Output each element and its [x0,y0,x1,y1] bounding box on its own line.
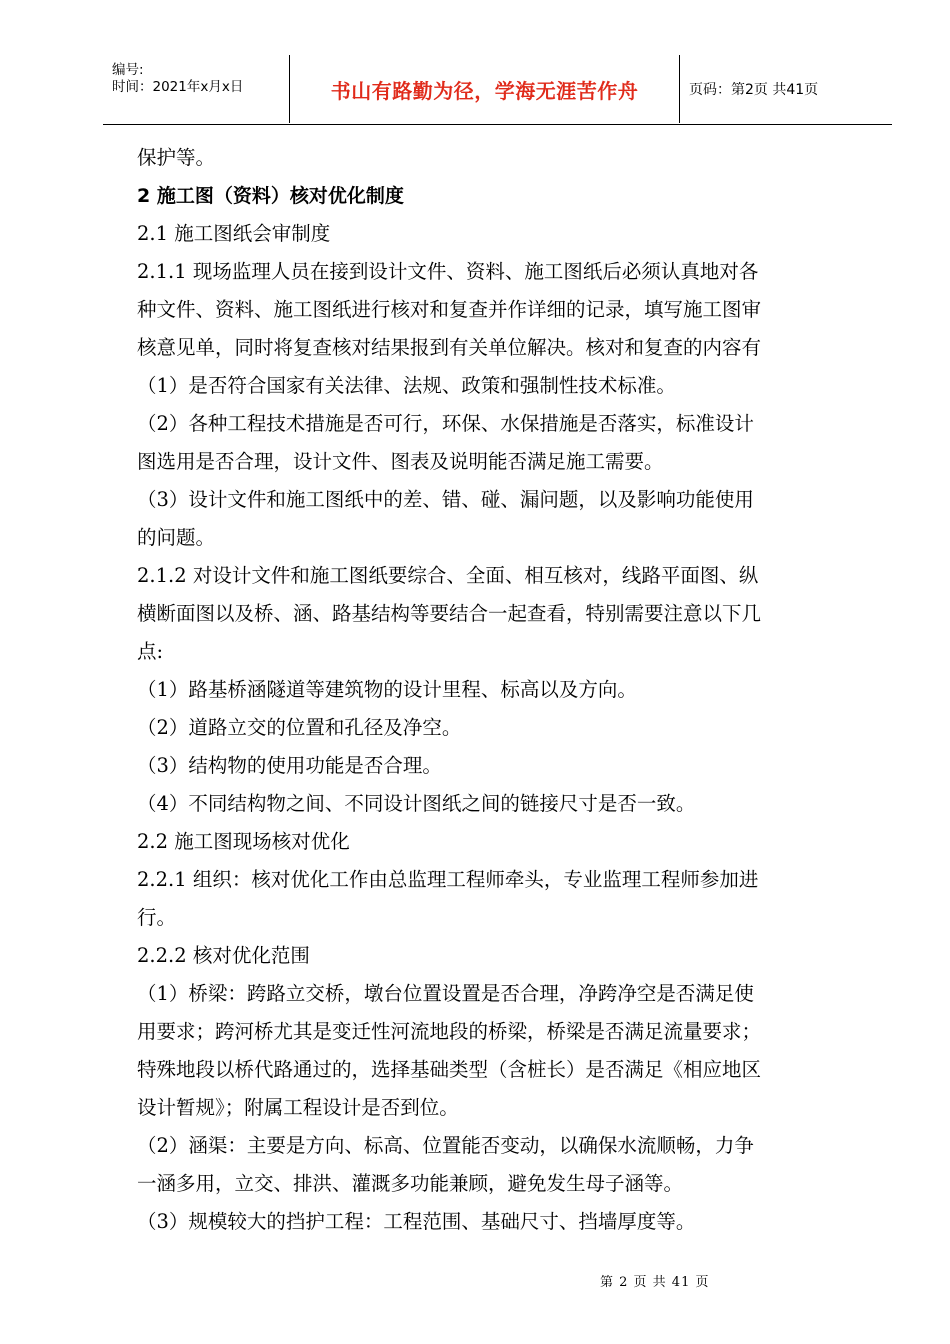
page-footer: 第 2 页 共 41 页 [600,1275,710,1290]
time-label: 时间：2021年x月x日 [112,79,244,95]
list-item: （1）桥梁：跨路立交桥，墩台位置设置是否合理，净跨净空是否满足使 [137,982,754,1005]
text-line: 行。 [137,906,177,929]
text-line: 2.1.1 现场监理人员在接到设计文件、资料、施工图纸后必须认真地对各 [137,260,759,283]
text-line: 一涵多用，立交、排洪、灌溉多功能兼顾，避免发生母子涵等。 [137,1172,684,1195]
text-line: 2.1.2 对设计文件和施工图纸要综合、全面、相互核对，线路平面图、纵 [137,564,759,587]
text-line: 2.2.2 核对优化范围 [137,944,310,967]
text-line: 种文件、资料、施工图纸进行核对和复查并作详细的记录，填写施工图审 [137,298,762,321]
document-body [137,139,867,1241]
text-line: 的问题。 [137,526,216,549]
subsection-heading: 2.1 施工图纸会审制度 [137,222,331,245]
header-motto: 书山有路勤为径，学海无涯苦作舟 [290,55,680,123]
text-line: 保护等。 [137,146,216,169]
section-heading: 2 施工图（资料）核对优化制度 [137,185,404,207]
list-item: （4）不同结构物之间、不同设计图纸之间的链接尺寸是否一致。 [137,792,696,815]
text-line: 横断面图以及桥、涵、路基结构等要结合一起查看，特别需要注意以下几 [137,602,762,625]
list-item: （3）规模较大的挡护工程：工程范围、基础尺寸、挡墙厚度等。 [137,1210,696,1233]
text-line: 点: [137,640,164,663]
list-item: （2）涵渠：主要是方向、标高、位置能否变动，以确保水流顺畅，力争 [137,1134,754,1157]
text-line: 特殊地段以桥代路通过的，选择基础类型（含桩长）是否满足《相应地区 [137,1058,762,1081]
list-item: （2）道路立交的位置和孔径及净空。 [137,716,462,739]
text-line: 2.2.1 组织：核对优化工作由总监理工程师牵头，专业监理工程师参加进 [137,868,759,891]
text-line: 用要求；跨河桥尤其是变迁性河流地段的桥梁，桥梁是否满足流量要求； [137,1020,762,1043]
list-item: （3）结构物的使用功能是否合理。 [137,754,442,777]
list-item: （3）设计文件和施工图纸中的差、错、碰、漏问题，以及影响功能使用 [137,488,754,511]
header-page-info: 页码：第2页 共41页 [689,82,819,98]
subsection-heading: 2.2 施工图现场核对优化 [137,830,350,853]
text-line: 设计暂规》；附属工程设计是否到位。 [137,1096,459,1119]
header-meta [103,55,290,123]
text-line: 图选用是否合理，设计文件、图表及说明能否满足施工需要。 [137,450,664,473]
page-header [103,55,892,125]
number-label: 编号: [112,62,144,78]
text-line: 核意见单，同时将复查核对结果报到有关单位解决。核对和复查的内容有 [137,336,762,359]
list-item: （2）各种工程技术措施是否可行，环保、水保措施是否落实，标准设计 [137,412,754,435]
list-item: （1）是否符合国家有关法律、法规、政策和强制性技术标准。 [137,374,676,397]
list-item: （1）路基桥涵隧道等建筑物的设计里程、标高以及方向。 [137,678,637,701]
